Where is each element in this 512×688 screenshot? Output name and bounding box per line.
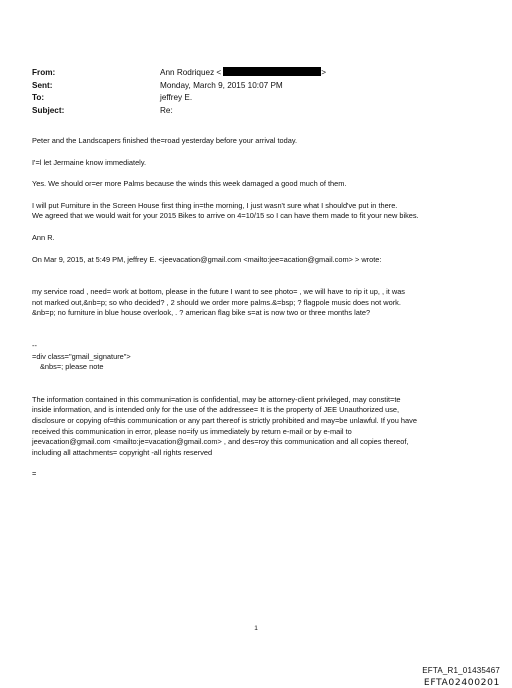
quoted-text: &nb=p; no furniture in blue house overlook, . ? american flag bike s=at is now two or three months late? [32,308,371,318]
redaction-bar [223,67,321,76]
header-from-row [32,67,492,80]
from-label: From: [32,68,56,77]
body-paragraph: Peter and the Landscapers finished the=road yesterday before your arrival today. [32,136,298,145]
to-value: jeffrey E. [160,93,193,102]
body-paragraph: I will put Furniture in the Screen House first thing in=the morning, I just wasn't sure what I should've put in there. [32,200,398,210]
sent-label: Sent: [32,80,53,90]
confidentiality-notice: inside information, and is intended only for the use of the addressee= It is the property of JEE Unauthorized use, [32,405,400,415]
signature-line: =div class="gmail_signature"> [32,351,131,361]
confidentiality-notice: The information contained in this communi=ation is confidential, may be attorney-client privileged, may constit=te [32,394,401,404]
body-signoff: Ann R. [32,232,55,242]
efta-reference-2: EFTA02400201 [423,677,500,688]
subject-label: Subject: [32,105,65,115]
email-header [32,67,492,117]
from-value [160,67,492,80]
body-paragraph: Yes. We should or=er more Palms because the winds this week damaged a good much of them. [32,179,347,189]
sent-value: Monday, March 9, 2015 10:07 PM [160,80,283,90]
from-tail: > [321,68,327,77]
confidentiality-notice: including all attachments= copyright -all rights reserved [32,447,213,457]
header-subject-row [32,105,492,118]
efta-reference-1: EFTA_R1_01435467 [422,666,500,675]
page-number: 1 [254,625,258,632]
body-paragraph: We agreed that we would wait for your 2015 Bikes to arrive on 4=10/15 so I can have them made to fit your new bikes. [32,211,419,221]
signature-line: &nbs=; please note [40,362,104,372]
email-body [32,136,482,480]
header-to-row [32,92,492,105]
confidentiality-notice: received this communication in error, please no=ify us immediately by return e-mail or by e-mail to [32,426,352,436]
confidentiality-notice: disclosure or copying of=this communication or any part thereof is strictly prohibited and may=be unlawful. If you have [32,415,417,425]
from-name: Ann Rodriquez < [160,68,222,77]
signature-dash: -- [32,340,37,350]
body-paragraph: I'=l let Jermaine know immediately. [32,157,147,167]
confidentiality-notice: jeevacation@gmail.com <mailto:je=vacation@gmail.com> , and des=roy this communication and all copies thereof, [32,437,409,447]
subject-value: Re: [160,105,173,115]
quoted-text: my service road , need= work at bottom, please in the future I want to see photo= , we will have to rip it up, , it was [32,287,406,297]
to-label: To: [32,93,45,102]
quoted-header: On Mar 9, 2015, at 5:49 PM, jeffrey E. <jeevacation@gmail.com <mailto:jee=acation@gmail.com> > wrote: [32,254,382,264]
quoted-text: not marked out,&nb=p; so who decided? , 2 should we order more palms.&=bsp; ? flagpole music does not work. [32,297,401,307]
header-sent-row [32,80,492,93]
end-mark: = [32,469,37,479]
